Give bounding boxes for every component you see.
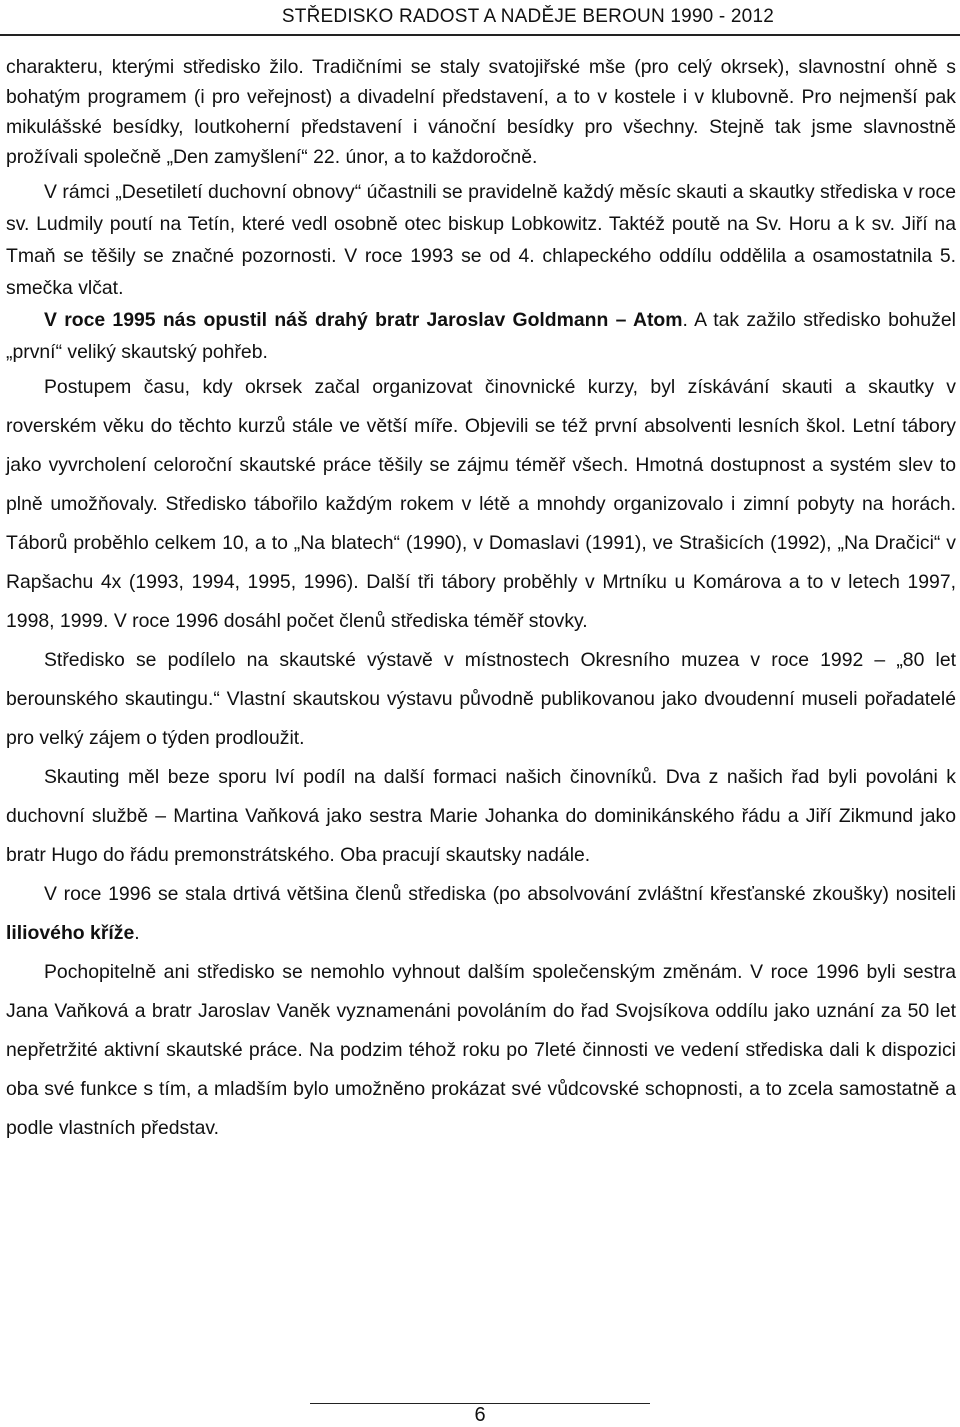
page-header-title: STŘEDISKO RADOST A NADĚJE BEROUN 1990 - 2012 [281, 6, 774, 27]
text-span: Postupem času, kdy okrsek začal organizovat činovnické kurzy, byl získávání skauti a skautky v roverském věku do těchto kurzů stále ve větší míře. Objevili se též první absolventi lesních škol. Letní tábory jako vyvrcholení celoroční skautské práce těšily se zájmu téměř všech. Hmotná dostupnost a systém slev to plně umožňovaly. Středisko tábořilo každým rokem v létě a mnohdy organizovalo i zimní pobyty na horách. Táborů proběhlo celkem 10, a to „Na blatech“ (1990), v Domaslavi (1991), ve Strašicích (1992), „Na Dračici“ v Rapšachu 4x (1993, 1994, 1995, 1996). Další tři tábory proběhly v Mrtníku u Komárova a to v letech 1997, 1998, 1999. V roce 1996 dosáhl počet členů střediska téměř stovky. [6, 376, 956, 632]
bold-text: liliového kříže [6, 922, 135, 944]
text-span: . A tak zažilo středisko bohužel „první“ veliký skautský pohřeb. [6, 309, 956, 363]
paragraph [6, 758, 956, 875]
text-span: V roce 1996 se stala drtivá většina členů střediska (po absolvování zvláštní křesťanské zkoušky) nositeli [44, 883, 956, 905]
paragraph [6, 176, 956, 304]
text-span: V rámci „Desetiletí duchovní obnovy“ účastnili se pravidelně každý měsíc skauti a skautky střediska v roce sv. Ludmily poutí na Tetín, které vedl osobně otec biskup Lobkowitz. Taktéž poutě na Sv. Horu a k sv. Jiří na Tmaň se těšily se značné pozornosti. V roce 1993 se od 4. chlapeckého oddílu oddělila a osamostatnila 5. smečka vlčat. [6, 181, 956, 299]
header-rule [0, 34, 960, 36]
page-number: 6 [474, 1404, 486, 1426]
text-span: Středisko se podílelo na skautské výstavě v místnostech Okresního muzea v roce 1992 – „80 let berounského skautingu.“ Vlastní skautskou výstavu původně publikovanou jako dvoudenní museli pořadatelé pro velký zájem o týden prodloužit. [6, 649, 956, 749]
text-span: charakteru, kterými středisko žilo. Tradičními se staly svatojiřské mše (pro celý okrsek), slavnostní ohně s bohatým programem (i pro veřejnost) a divadelní představení, a to v kostele i v klubovně. Pro nejmenší pak mikulášské besídky, loutkoherní představení i vánoční besídky pro všechny. Stejně tak jsme slavnostně prožívali společně „Den zamyšlení“ 22. únor, a to každoročně. [6, 56, 956, 168]
bold-text: V roce 1995 nás opustil náš drahý bratr Jaroslav Goldmann – Atom [44, 309, 683, 331]
document-body [6, 52, 956, 1148]
paragraph [6, 52, 956, 172]
paragraph [6, 304, 956, 368]
text-span: . [134, 922, 140, 944]
paragraph [6, 953, 956, 1148]
paragraph [6, 641, 956, 758]
paragraph [6, 875, 956, 953]
text-span: Pochopitelně ani středisko se nemohlo vyhnout dalším společenským změnám. V roce 1996 byli sestra Jana Vaňková a bratr Jaroslav Vaněk vyznamenáni povoláním do řad Svojsíkova oddílu jako uznání za 50 let nepřetržité aktivní skautské práce. Na podzim téhož roku po 7leté činnosti ve vedení střediska dali k dispozici oba své funkce s tím, a mladším bylo umožněno prokázat své vůdcovské schopnosti, a to zcela samostatně a podle vlastních představ. [6, 961, 956, 1139]
text-span: Skauting měl beze sporu lví podíl na další formaci našich činovníků. Dva z našich řad byli povoláni k duchovní službě – Martina Vaňková jako sestra Marie Johanka do dominikánského řádu a Jiří Zikmund jako bratr Hugo do řádu premonstrátského. Oba pracují skautsky nadále. [6, 766, 956, 866]
paragraph [6, 368, 956, 641]
